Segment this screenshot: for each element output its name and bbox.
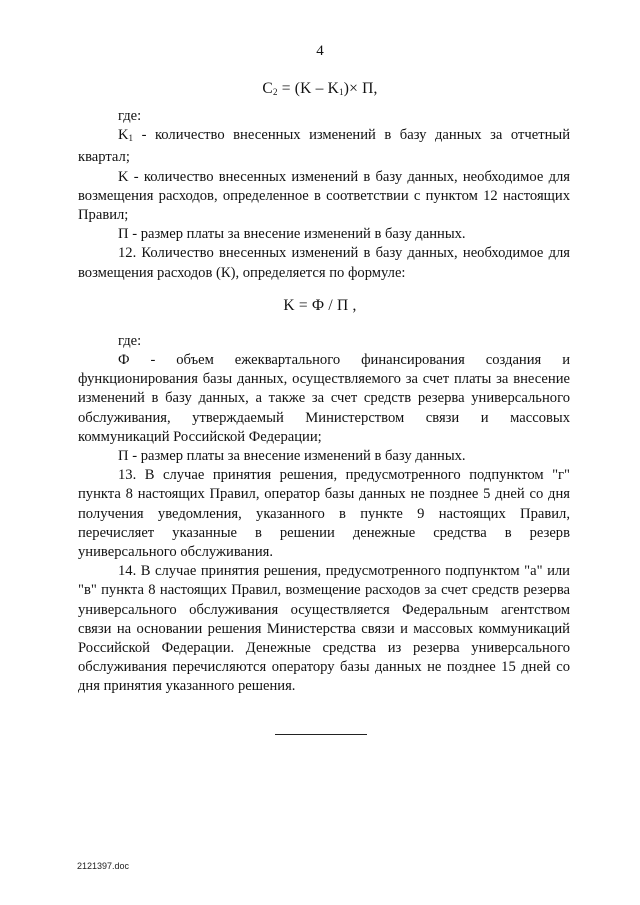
end-divider	[275, 734, 367, 735]
formula-k: K = Ф / П ,	[283, 297, 357, 314]
paragraph-14: 14. В случае принятия решения, предусмотренного подпунктом "а" или "в" пункта 8 настоящих Правил, возмещение расходов за счет средств резерва универсального обслуживания осуществляется Федеральным агентством связи на основании решения Министерства связи и массовых коммуникаций Российской Федерации. Денежные средства из резерва универсального обслуживания перечисляются оператору базы данных не позднее 15 дней со дня принятия указанного решения.	[78, 563, 570, 695]
definition-p-1: П - размер платы за внесение изменений в базу данных.	[118, 226, 466, 243]
where-label-1: где:	[118, 108, 142, 124]
definition-k1-text: - количество внесенных изменений в базу данных за отчетный квартал;	[78, 127, 570, 166]
definition-f: Ф - объем ежеквартального финансирования создания и функционирования базы данных, осуществляемого за счет платы за внесение изменений в базу данных, а также за счет средств резерва универсального обслуживания, утверждаемый Министерством связи и массовых коммуникаций Российской Федерации;	[78, 352, 570, 445]
where-label-2: где:	[118, 332, 142, 349]
formula-c2	[0, 80, 640, 98]
paragraph-13: 13. В случае принятия решения, предусмотренного подпунктом "г" пункта 8 настоящих Правил, оператор базы данных не позднее 5 дней со дня получения уведомления, указанного в пункте 9 настоящих Правил, перечисляет указанные в решении денежные средства в резерв универсального обслуживания.	[78, 467, 570, 561]
definition-p-2: П - размер платы за внесение изменений в базу данных.	[118, 448, 466, 465]
definition-k1	[78, 126, 570, 167]
paragraph-12: 12. Количество внесенных изменений в базу данных, необходимое для возмещения расходов (К), определяется по формуле:	[78, 245, 570, 281]
formula-c2-rhs-post: )× П,	[343, 80, 378, 97]
document-body	[78, 107, 570, 697]
page-number: 4	[316, 43, 324, 59]
file-name-footer: 2121397.doc	[77, 861, 130, 871]
formula-c2-rhs-sub: 1	[339, 87, 344, 97]
formula-c2-lhs-sub: 2	[272, 87, 278, 97]
definition-k1-sub: 1	[128, 133, 134, 144]
formula-c2-lhs: C	[262, 80, 273, 97]
formula-c2-rhs-pre: = (K – K	[277, 80, 340, 97]
definition-k1-symbol: K	[118, 127, 129, 144]
definition-k: K - количество внесенных изменений в базу данных, необходимое для возмещения расходов, определенное в соответствии с пунктом 12 настоящих Правил;	[78, 168, 570, 224]
